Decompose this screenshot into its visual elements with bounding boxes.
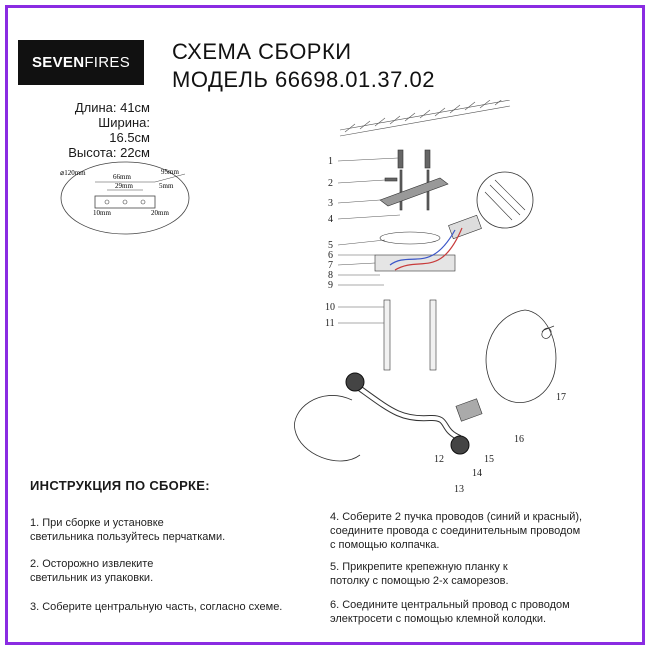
part-label-10: 10 bbox=[325, 302, 335, 313]
instruction-step-3: 3. Соберите центральную часть, согласно схеме. bbox=[30, 601, 283, 613]
page-title bbox=[172, 38, 435, 94]
part-label-2: 2 bbox=[328, 178, 333, 189]
part-label-13: 13 bbox=[454, 484, 464, 495]
brand-logo bbox=[18, 40, 144, 85]
glass-shade-right bbox=[486, 310, 556, 403]
part-labels bbox=[325, 156, 566, 495]
terminal-block bbox=[449, 215, 482, 238]
glass-shade-left bbox=[294, 395, 360, 461]
instructions-heading: ИНСТРУКЦИЯ ПО СБОРКЕ: bbox=[30, 478, 210, 493]
part-label-5: 5 bbox=[328, 240, 333, 251]
plate-bar bbox=[95, 196, 155, 208]
title-line-2: МОДЕЛЬ 66698.01.37.02 bbox=[172, 67, 435, 92]
part-label-16: 16 bbox=[514, 434, 524, 445]
part-label-8: 8 bbox=[328, 270, 333, 281]
dim-95: 95mm bbox=[161, 168, 179, 176]
part-label-3: 3 bbox=[328, 198, 333, 209]
part-label-15: 15 bbox=[484, 454, 494, 465]
logo-seven: SEVEN bbox=[31, 54, 85, 71]
mounting-plate-drawing bbox=[55, 160, 195, 240]
logo-fires: FIRES bbox=[84, 54, 131, 71]
part-label-11: 11 bbox=[325, 318, 335, 329]
instruction-step-6: 6. Соедините центральный провод с проводом электросети с помощью клемной колодки. bbox=[330, 599, 570, 625]
dim-10: 10mm bbox=[93, 209, 111, 217]
dim-length: Длина: 41см bbox=[74, 100, 150, 115]
part-label-14: 14 bbox=[472, 468, 482, 479]
dim-diameter: ⌀120mm bbox=[60, 169, 86, 177]
instruction-step-5: 5. Прикрепите крепежную планку к потолку с помощью 2-х саморезов. bbox=[330, 561, 509, 587]
mounting-bar bbox=[380, 178, 448, 206]
dim-width: Ширина: 16.5см bbox=[98, 115, 150, 145]
part-label-7: 7 bbox=[328, 260, 333, 271]
title-line-1: СХЕМА СБОРКИ bbox=[172, 39, 352, 64]
instruction-step-2: 2. Осторожно извлеките светильник из упаковки. bbox=[30, 558, 154, 584]
lamp-arm bbox=[355, 385, 460, 438]
dim-20: 20mm bbox=[151, 209, 169, 217]
dim-5: 5mm bbox=[159, 182, 174, 190]
dimensions-block bbox=[60, 100, 150, 160]
dim-66: 66mm bbox=[113, 173, 131, 181]
part-label-1: 1 bbox=[328, 156, 333, 167]
part-label-9: 9 bbox=[328, 280, 333, 291]
bulb-left bbox=[346, 373, 364, 391]
leader-lines bbox=[338, 158, 400, 323]
ceiling-hatch bbox=[340, 100, 510, 136]
rod-left bbox=[384, 300, 390, 370]
part-label-4: 4 bbox=[328, 214, 333, 225]
instruction-step-1: 1. При сборке и установке светильника пользуйтесь перчатками. bbox=[30, 517, 226, 543]
canopy-top bbox=[380, 232, 440, 244]
rod-right bbox=[430, 300, 436, 370]
part-label-17: 17 bbox=[556, 392, 566, 403]
part-label-12: 12 bbox=[434, 454, 444, 465]
bulb-center bbox=[451, 436, 469, 454]
assembly-diagram bbox=[280, 100, 610, 500]
dim-29: 29mm bbox=[115, 182, 133, 190]
dim-height: Высота: 22см bbox=[68, 145, 150, 160]
socket bbox=[456, 399, 482, 422]
part-label-6: 6 bbox=[328, 250, 333, 261]
instruction-step-4: 4. Соберите 2 пучка проводов (синий и красный), соедините провода с соединительным проводом с помощью колпачка. bbox=[330, 511, 583, 551]
